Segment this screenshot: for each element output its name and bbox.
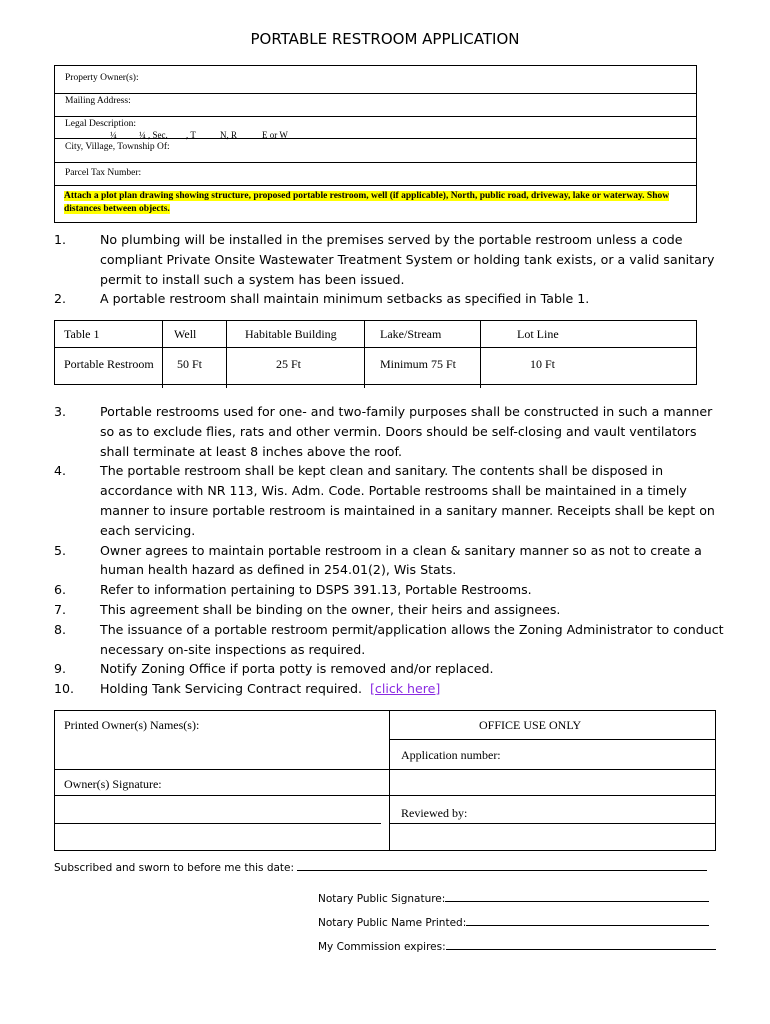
subscribed-line[interactable]: Subscribed and sworn to before me this date:: [54, 859, 707, 874]
list-item: 1. No plumbing will be installed in the premises served by the portable restroom unless a code compliant Private Onsite Wastewater Treatment System or holding tank exists, or a valid sanitary permit to install such a system has been issued.: [54, 232, 715, 287]
list-item: 5. Owner agrees to maintain portable restroom in a clean & sanitary manner so as not to create a human health hazard as defined in 254.01(2), Wis Stats.: [54, 542, 702, 578]
legal-quarter-1: ¼: [110, 130, 117, 140]
table-cell: 25 Ft: [276, 357, 302, 371]
list-item: 9. Notify Zoning Office if porta potty is removed and/or replaced.: [54, 661, 494, 677]
table-header: Habitable Building: [245, 327, 337, 341]
table-header: Lot Line: [517, 327, 559, 341]
mailing-address-row[interactable]: [55, 94, 696, 117]
table-cell: Minimum 75 Ft: [380, 357, 457, 371]
list-item-rule10: 10. Holding Tank Servicing Contract required. [click here]: [54, 681, 441, 697]
commission-expires-line[interactable]: My Commission expires:: [318, 938, 716, 953]
page-title: PORTABLE RESTROOM APPLICATION: [250, 30, 520, 48]
legal-quarter-sec: ¼ , Sec.: [139, 130, 168, 140]
legal-township: , T: [186, 130, 196, 140]
table-header: Well: [174, 327, 197, 341]
list-item: 2. A portable restroom shall maintain minimum setbacks as specified in Table 1.: [54, 291, 590, 307]
notary-signature-line[interactable]: Notary Public Signature:: [318, 890, 709, 905]
property-owner-label: Property Owner(s):: [65, 73, 139, 83]
table-cell: 50 Ft: [177, 357, 203, 371]
legal-description-row[interactable]: [55, 117, 696, 139]
printed-names-field[interactable]: [56, 740, 388, 768]
city-label: City, Village, Township Of:: [65, 142, 170, 152]
table-cell: 10 Ft: [530, 357, 556, 371]
office-use-label: OFFICE USE ONLY: [479, 718, 582, 732]
legal-east-west: E or W: [262, 130, 288, 140]
mailing-address-label: Mailing Address:: [65, 96, 131, 106]
application-number-label: Application number:: [401, 748, 501, 762]
rules-list-part2: [54, 402, 724, 699]
rules-list-part1: [54, 230, 724, 309]
signature-table: [54, 710, 716, 851]
printed-names-label: Printed Owner(s) Names(s):: [64, 718, 200, 732]
list-item: 6. Refer to information pertaining to DSPS 391.13, Portable Restrooms.: [54, 582, 532, 598]
city-row[interactable]: [55, 139, 696, 163]
list-item: 8. The issuance of a portable restroom permit/application allows the Zoning Administrator to conduct necessary on-site inspections as required.: [54, 621, 724, 657]
setback-table: [54, 320, 697, 385]
list-item: 4. The portable restroom shall be kept clean and sanitary. The contents shall be disposed in accordance with NR 113, Wis. Adm. Code. Portable restrooms shall be maintained in a timely manner to insure portable restroom is maintained in a sanitary manner. Receipts shall be kept on each servicing.: [54, 463, 715, 538]
click-here-link[interactable]: [click here]: [370, 681, 441, 697]
plot-plan-instruction: Attach a plot plan drawing showing structure, proposed portable restroom, well (if applicable), North, public road, driveway, lake or waterway. Show distances between objects.: [64, 191, 670, 214]
owner-signature-field[interactable]: [56, 824, 388, 850]
legal-range: N, R: [220, 130, 238, 140]
property-owner-row[interactable]: [55, 66, 696, 94]
list-item: 3. Portable restrooms used for one- and two-family purposes shall be constructed in such a manner so as to exclude flies, rats and other vermin. Doors should be self-closing and vault ventilators shall terminate at least 8 inches above the roof.: [54, 404, 713, 459]
parcel-row[interactable]: [55, 163, 696, 186]
table-cell: Portable Restroom: [64, 357, 154, 371]
table-header: Table 1: [64, 327, 100, 341]
list-item: 7. This agreement shall be binding on the owner, their heirs and assignees.: [54, 601, 561, 617]
reviewed-by-label: Reviewed by:: [401, 806, 468, 820]
parcel-label: Parcel Tax Number:: [65, 168, 142, 178]
legal-description-label: Legal Description:: [65, 119, 136, 129]
property-info-box: [54, 65, 697, 223]
owner-signature-label: Owner(s) Signature:: [64, 777, 162, 791]
table-header: Lake/Stream: [380, 327, 442, 341]
notary-name-printed-line[interactable]: Notary Public Name Printed:: [318, 914, 709, 929]
